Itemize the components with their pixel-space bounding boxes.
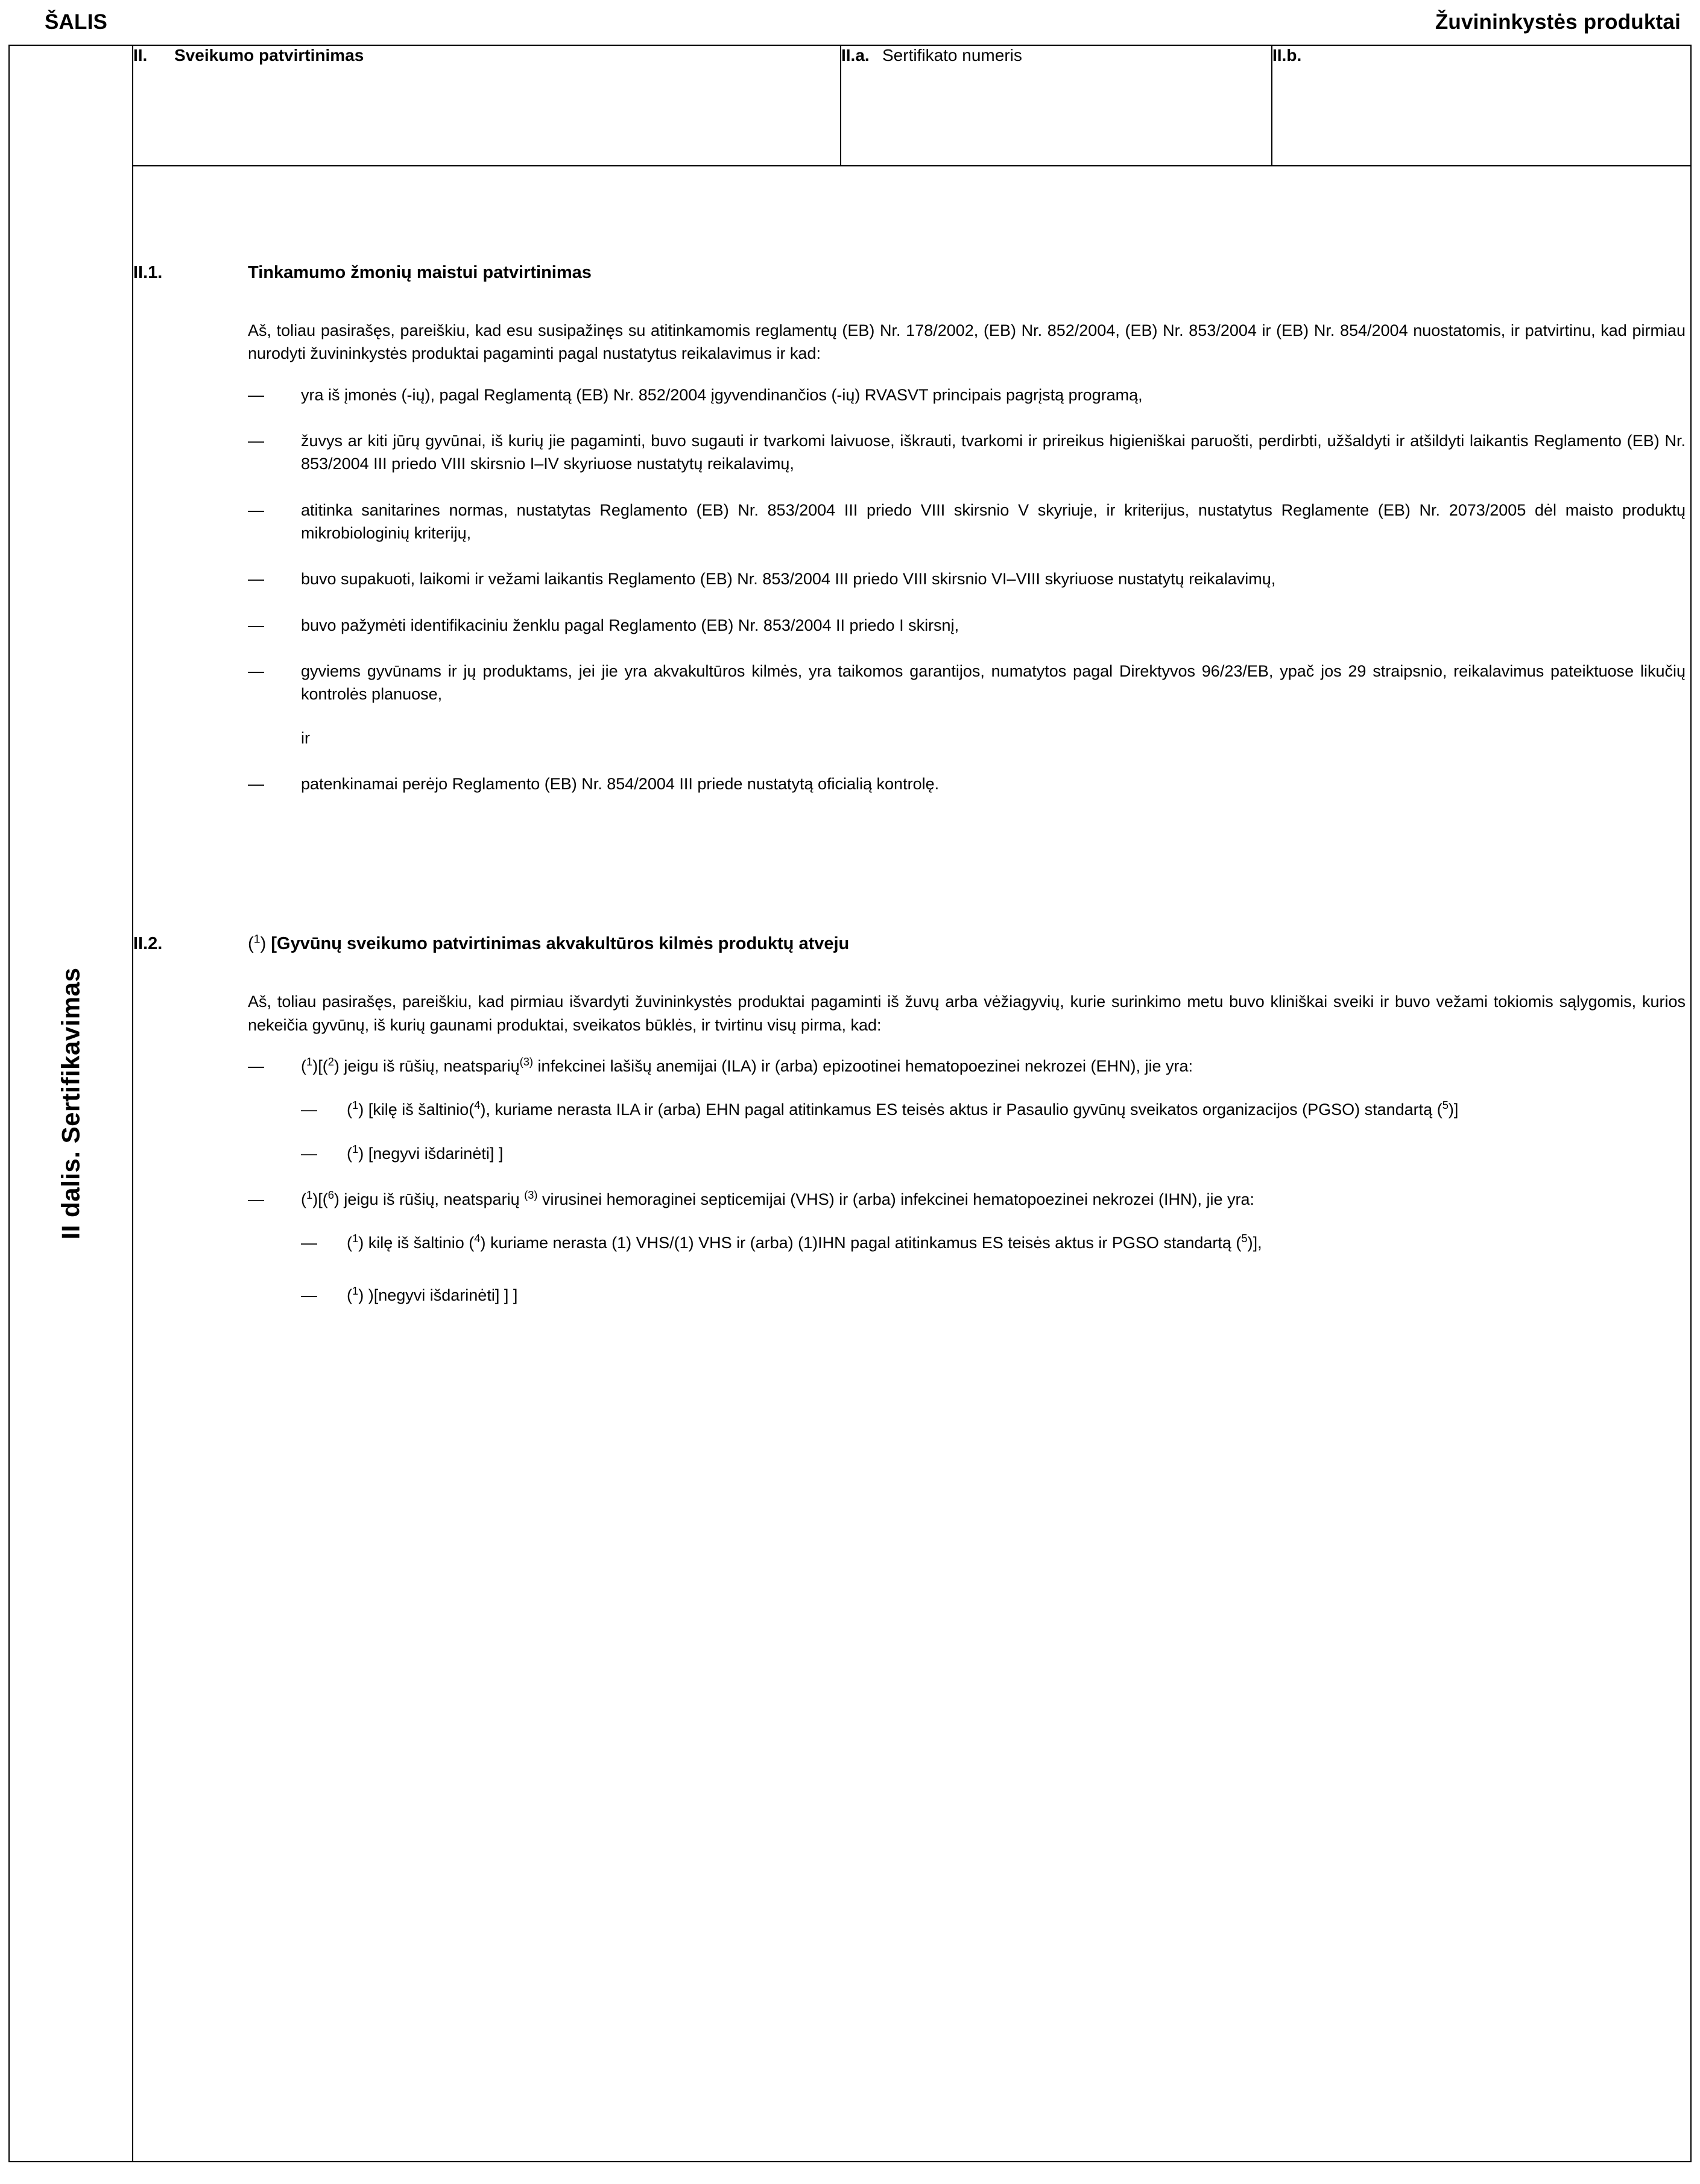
dash-icon: — <box>248 774 264 793</box>
section-2-title <box>248 934 849 954</box>
list-item <box>301 1098 1686 1121</box>
list-item-text: ($^1$) kilę iš šaltinio ($^4$) kuriame nerasta (1) VHS/(1) VHS ir (arba) (1)IHN pagal atitinkamus ES teisės aktus ir PGSO standartą ($^5$)], <box>347 1232 1262 1252</box>
dash-icon: — <box>248 661 264 680</box>
section-1-title: Tinkamumo žmonių maistui patvirtinimas <box>248 263 592 282</box>
list-item <box>248 499 1686 545</box>
section-2-heading <box>133 934 1690 954</box>
footnote-4-sup: 4 <box>474 1232 481 1245</box>
footnote-4-sup: 4 <box>474 1099 481 1112</box>
section-2-title-text: [Gyvūnų sveikumo patvirtinimas akvakultūros kilmės produktų atveju <box>266 934 850 954</box>
section-1-heading-gap <box>133 283 1690 319</box>
dash-icon: — <box>248 500 264 519</box>
certificate-number-line <box>841 46 1271 65</box>
footnote-3-sup: (3) <box>524 1188 538 1201</box>
list-item-text: žuvys ar kiti jūrų gyvūnai, iš kurių jie pagaminti, buvo sugauti ir tvarkomi laivuose, iškrauti, tvarkomi ir prireikus higieniškai paruošti, perdirbti, užšaldyti ir atšildyti laikantis Reglamento (EB) Nr. 853/2004 III priedo VIII skirsnio I–IV skyriuose nustatytų reikalavimų, <box>301 431 1686 473</box>
sidebar-part-label: II dalis. Sertifikavimas <box>56 967 85 1240</box>
section-1-connector: ir <box>301 728 310 747</box>
table-body-row <box>9 166 1691 2162</box>
list-item-text: ($^1$)[($^2$) jeigu iš rūšių, neatsparių$^{(3)}$ infekcinei lašišų anemijai (ILA) ir (arba) epizootinei hematopoezinei nekrozei (EHN), jie yra: <box>301 1055 1193 1075</box>
section-2-title-footnote-marker: ($^1$) <box>248 932 267 954</box>
section-1-intro-gap <box>133 365 1690 383</box>
list-item-text: ($^1$)[($^6$) jeigu iš rūšių, neatsparių $^{(3)}$ virusinei hemoraginei septicemijai (VHS) ir (arba) infekcinei hematopoezinei nekrozei (IHN), jie yra: <box>301 1188 1255 1208</box>
certificate-table <box>8 45 1692 2162</box>
list-item <box>248 1055 1686 1078</box>
sub-b1-text-1: kilę iš šaltinio ( <box>364 1234 475 1252</box>
document-header <box>8 0 1692 45</box>
list-item <box>301 1231 1686 1254</box>
item-b-text-before: jeigu iš rūšių, neatsparių <box>339 1190 525 1208</box>
cell-certificate-number <box>841 45 1272 166</box>
certification-body-cell <box>133 166 1691 2162</box>
section-2-heading-gap <box>133 954 1690 990</box>
dash-icon: — <box>248 1056 264 1075</box>
dash-icon: — <box>248 1190 264 1208</box>
dash-icon: — <box>248 385 264 404</box>
list-item-text: ($^1$) )[negyvi išdarinėti] ] ] <box>347 1284 518 1304</box>
section-2-number: II.2. <box>133 934 163 954</box>
sub-a2-text-1: [negyvi išdarinėti] ] <box>364 1144 504 1163</box>
section-1-number: II.1. <box>133 263 163 282</box>
list-item <box>248 567 1686 590</box>
table-header-row <box>9 45 1691 166</box>
list-item <box>301 1284 1686 1307</box>
sidebar-rotated-wrap <box>10 46 132 2161</box>
list-item-text: yra iš įmonės (-ių), pagal Reglamentą (EB) Nr. 852/2004 įgyvendinančios (-ių) RVASVT principais pagrįstą programą, <box>301 385 1143 404</box>
item-a-sub-list <box>301 1098 1686 1165</box>
cell-certificate-b <box>1272 45 1691 166</box>
section-1-bullet-list <box>248 383 1686 706</box>
list-item-text: ($^1$) [kilę iš šaltinio($^4$), kuriame nerasta ILA ir (arba) EHN pagal atitinkamus ES teisės aktus ir Pasaulio gyvūnų sveikatos organizacijos (PGSO) standartą ($^5$)] <box>347 1099 1459 1119</box>
list-item <box>248 429 1686 476</box>
cell-part-title <box>133 45 841 166</box>
footnote-1-sup: 1 <box>306 1055 313 1068</box>
certificate-number-key: II.a. <box>841 46 870 65</box>
sidebar-part-cell <box>9 45 133 2162</box>
footnote-5-sup: 5 <box>1241 1232 1248 1245</box>
list-item <box>248 1188 1686 1211</box>
footnote-2-sup: 2 <box>327 1055 334 1068</box>
section-2-intro: Aš, toliau pasirašęs, pareiškiu, kad pirmiau išvardyti žuvininkystės produktai pagaminti iš žuvų arba vėžiagyvių, kurie surinkimo metu buvo kliniškai sveiki ir buvo vežami tokiomis sąlygomis, kurios nekeičia gyvūnų, iš kurių gaunami produktai, sveikatos būklės, ir tvirtinu visų pirma, kad: <box>248 993 1686 1034</box>
dash-icon: — <box>248 616 264 634</box>
section-1-heading <box>133 263 1690 283</box>
footnote-1-sup: 1 <box>352 1284 359 1297</box>
footnote-1-sup: 1 <box>306 1188 313 1201</box>
dash-icon: — <box>301 1234 317 1252</box>
list-item <box>248 660 1686 706</box>
dash-icon: — <box>301 1100 317 1119</box>
list-item-text: gyviems gyvūnams ir jų produktams, jei jie yra akvakultūros kilmės, yra taikomos garantijos, numatytos pagal Direktyvos 96/23/EB, ypač jos 29 straipsnio, reikalavimus pateiktuose likučių kontrolės planuose, <box>301 661 1686 704</box>
list-item-text: buvo pažymėti identifikaciniu ženklu pagal Reglamento (EB) Nr. 853/2004 II priedo I skirsnį, <box>301 616 959 634</box>
list-item <box>248 614 1686 637</box>
footnote-6-sup: 6 <box>327 1188 334 1201</box>
section-2-intro-gap <box>133 1037 1690 1055</box>
part-title: Sveikumo patvirtinimas <box>174 46 364 65</box>
item-a-text-before: jeigu iš rūšių, neatsparių <box>339 1056 520 1075</box>
sub-b1-text-2: ) kuriame nerasta (1) VHS/(1) VHS ir (arba) (1)IHN pagal atitinkamus ES teisės aktus ir PGSO standartą ( <box>480 1234 1242 1252</box>
section-2-bullet-list <box>248 1055 1686 1307</box>
list-item-text: atitinka sanitarines normas, nustatytas Reglamento (EB) Nr. 853/2004 III priedo VIII skirsnio V skyriuje, ir kriterijus, nustatytus Reglamente (EB) Nr. 2073/2005 dėl maisto produktų mikrobiologinių kriterijų, <box>301 500 1686 542</box>
item-a-text-after: infekcinei lašišų anemijai (ILA) ir (arba) epizootinei hematopoezinei nekrozei (EHN), jie yra: <box>533 1056 1193 1075</box>
sub-a1-text-1: [kilę iš šaltinio( <box>364 1100 475 1119</box>
section-1-intro: Aš, toliau pasirašęs, pareiškiu, kad esu susipažinęs su atitinkamomis reglamentų (EB) Nr. 178/2002, (EB) Nr. 852/2004, (EB) Nr. 853/2004 ir (EB) Nr. 854/2004 nuostatomis, ir patvirtinu, kad pirmiau nurodyti žuvininkystės produktai pagaminti pagal nustatytus reikalavimus ir kad: <box>248 321 1686 363</box>
certificate-b-key: II.b. <box>1272 46 1302 65</box>
footnote-1-sup: 1 <box>352 1142 359 1155</box>
part-title-line <box>133 46 840 65</box>
dash-icon: — <box>301 1286 317 1304</box>
list-item-text: patenkinamai perėjo Reglamento (EB) Nr. 854/2004 III priede nustatytą oficialią kontrolę. <box>301 774 940 793</box>
dash-icon: — <box>248 570 264 589</box>
footnote-1-sup: 1 <box>352 1099 359 1112</box>
list-item <box>248 772 1686 795</box>
certificate-b-line <box>1272 46 1690 65</box>
certificate-number-label: Sertifikato numeris <box>882 46 1022 65</box>
footnote-1-sup: 1 <box>253 932 261 946</box>
header-country-label: ŠALIS <box>45 10 108 34</box>
footnote-3-sup: (3) <box>519 1055 534 1068</box>
footnote-5-sup: 5 <box>1442 1099 1449 1112</box>
list-item-text: ($^1$) [negyvi išdarinėti] ] <box>347 1142 504 1163</box>
section-gap <box>133 795 1690 934</box>
list-item-text: buvo supakuoti, laikomi ir vežami laikantis Reglamento (EB) Nr. 853/2004 III priedo VIII skirsnio VI–VIII skyriuose nustatytų reikalavimų, <box>301 570 1276 589</box>
sub-b2-text-1: )[negyvi išdarinėti] ] ] <box>364 1286 518 1304</box>
sub-b1-text-3: )], <box>1247 1234 1262 1252</box>
sub-a1-text-3: )] <box>1448 1100 1459 1119</box>
dash-icon: — <box>301 1144 317 1163</box>
section-1-final-bullet-list <box>248 772 1686 795</box>
list-item <box>248 383 1686 406</box>
sub-a1-text-2: ), kuriame nerasta ILA ir (arba) EHN pagal atitinkamus ES teisės aktus ir Pasaulio gyvūnų sveikatos organizacijos (PGSO) standartą ( <box>480 1100 1442 1119</box>
footnote-1-sup: 1 <box>352 1232 359 1245</box>
part-number: II. <box>133 46 148 65</box>
item-b-sub-list <box>301 1231 1686 1307</box>
list-item <box>301 1142 1686 1165</box>
header-product-label: Žuvininkystės produktai <box>1435 10 1681 34</box>
item-b-text-after: virusinei hemoraginei septicemijai (VHS) ir (arba) infekcinei hematopoezinei nekrozei (IHN), jie yra: <box>537 1190 1255 1208</box>
top-spacer <box>133 166 1690 263</box>
dash-icon: — <box>248 431 264 450</box>
